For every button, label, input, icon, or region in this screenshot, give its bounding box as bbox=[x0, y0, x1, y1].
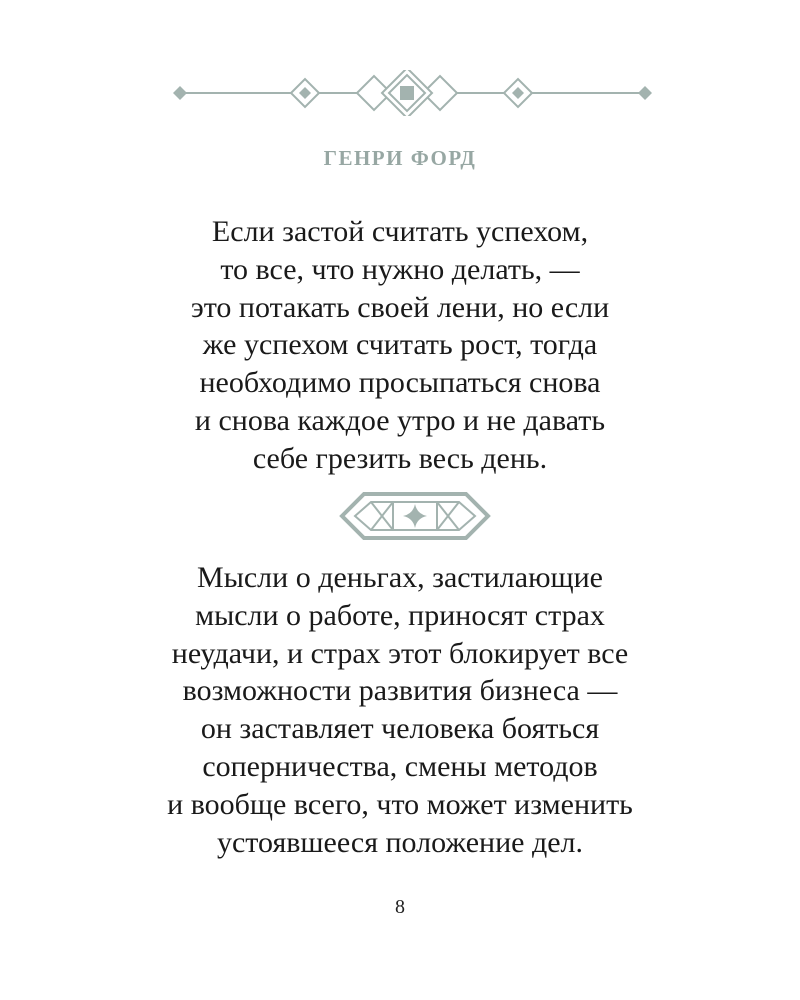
quote-line: возможности развития бизнеса — bbox=[182, 674, 618, 708]
quote-1 bbox=[0, 213, 800, 478]
quote-line: это потакать своей лени, но если bbox=[190, 290, 610, 324]
quote-line: себе грезить весь день. bbox=[252, 441, 548, 475]
author-name: ГЕНРИ ФОРД bbox=[323, 146, 477, 170]
quote-line: же успехом считать рост, тогда bbox=[202, 328, 598, 362]
quote-2 bbox=[0, 559, 800, 861]
quote-line: то все, что нужно делать, — bbox=[220, 252, 580, 286]
quote-line: он заставляет человека бояться bbox=[200, 712, 600, 746]
page-number: 8 bbox=[395, 896, 405, 918]
quote-line: Если застой считать успехом, bbox=[211, 215, 589, 248]
quote-line: и снова каждое утро и не давать bbox=[194, 403, 606, 437]
quote-line: необходимо просыпаться снова bbox=[199, 366, 601, 400]
quote-line: Мысли о деньгах, застилающие bbox=[197, 561, 603, 594]
quote-line: соперничества, смены методов bbox=[202, 749, 598, 783]
quote-line: неудачи, и страх этот блокирует все bbox=[171, 636, 629, 670]
quote-line: и вообще всего, что может изменить bbox=[167, 787, 633, 821]
quote-line: мысли о работе, приносят страх bbox=[195, 598, 605, 632]
divider-ornament bbox=[338, 490, 492, 542]
top-ornament bbox=[170, 70, 655, 116]
quote-line: устоявшееся положение дел. bbox=[216, 825, 584, 859]
